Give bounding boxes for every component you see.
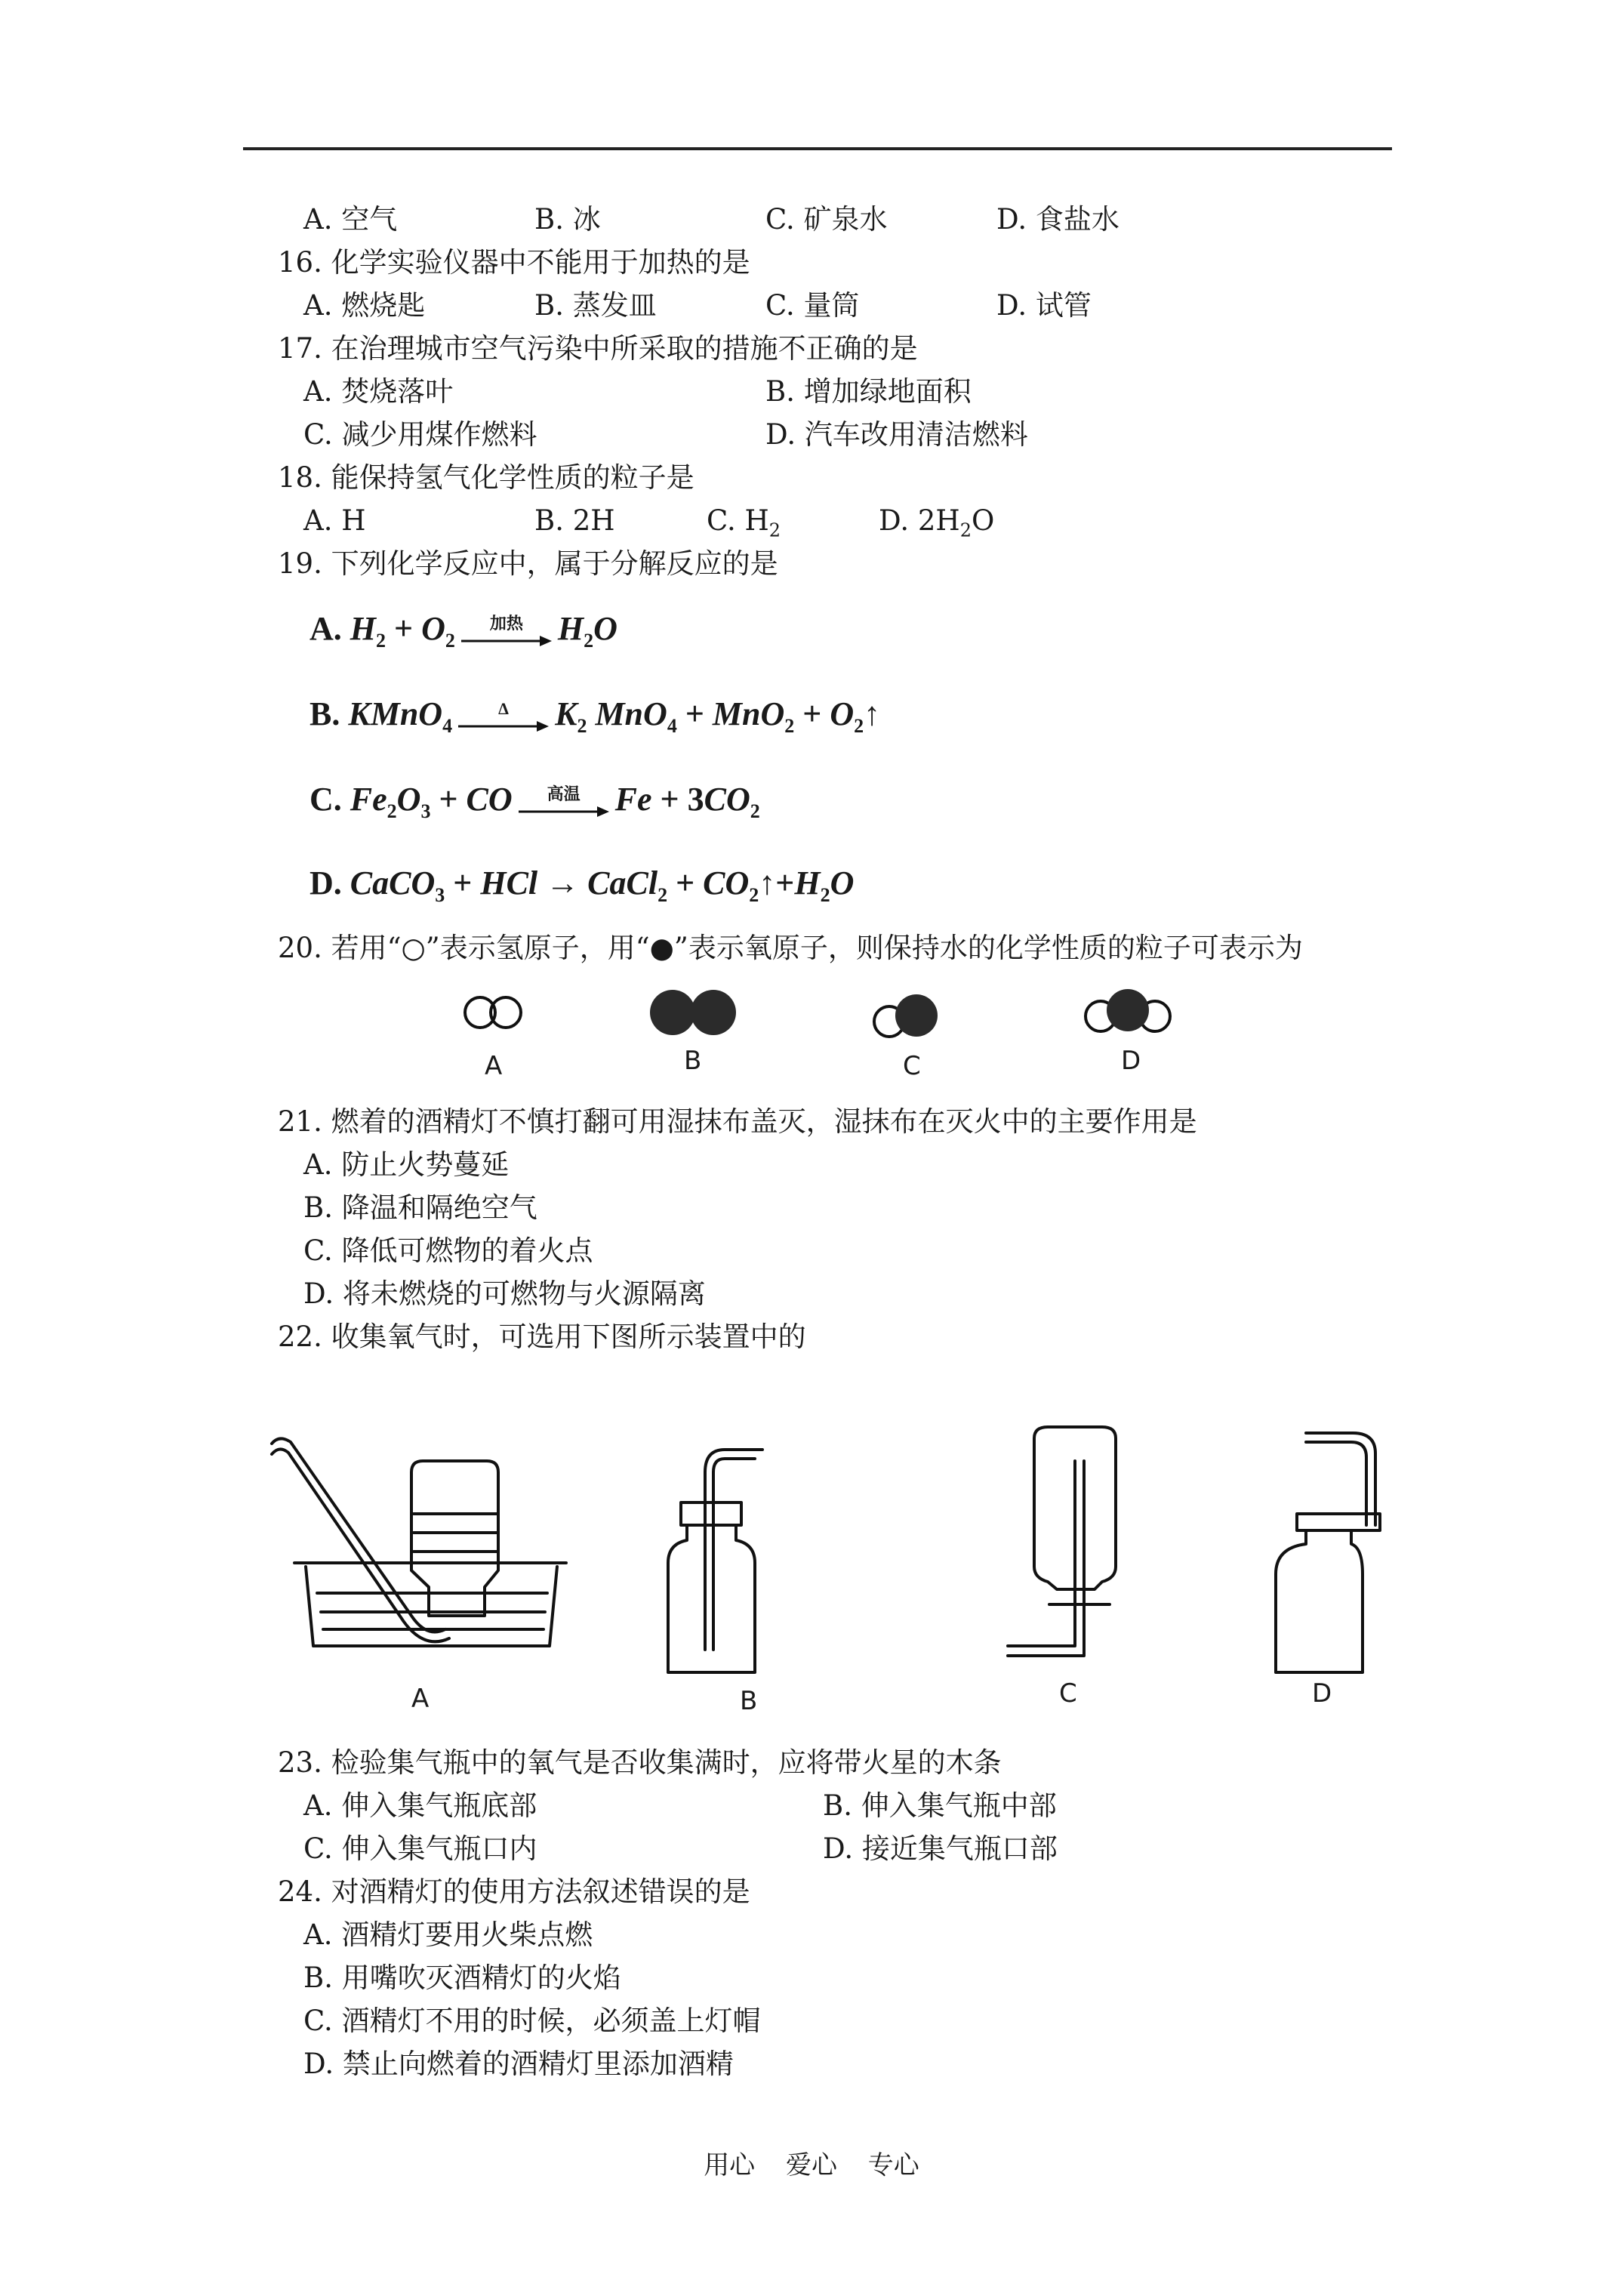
- q18-option-a[interactable]: A. H: [303, 504, 366, 537]
- q21-option-a[interactable]: A. 防止火势蔓延: [303, 1148, 510, 1181]
- q20-label-a[interactable]: A: [485, 1051, 503, 1081]
- q20-label-b[interactable]: B: [684, 1046, 702, 1076]
- page-footer: 用心 爱心 专心: [704, 2150, 919, 2180]
- q22-apparatus-figures: [257, 1389, 1434, 1706]
- q19-option-d[interactable]: D. CaCO$_3$ + HCl → CaCl$_2$ + $CO_2↑+H_2O$: [310, 864, 855, 906]
- q24-stem: 24. 对酒精灯的使用方法叙述错误的是: [278, 1875, 750, 1908]
- q17-option-d[interactable]: D. 汽车改用清洁燃料: [765, 418, 1028, 451]
- q15-option-a[interactable]: A. 空气: [303, 203, 398, 236]
- q24-option-a[interactable]: A. 酒精灯要用火柴点燃: [303, 1918, 593, 1951]
- q17-option-a[interactable]: A. 焚烧落叶: [303, 375, 454, 408]
- q16-option-b[interactable]: B. 蒸发皿: [534, 289, 657, 322]
- q23-option-b[interactable]: B. 伸入集气瓶中部: [823, 1789, 1057, 1822]
- q17-option-b[interactable]: B. 增加绿地面积: [765, 375, 972, 408]
- q18-option-b[interactable]: B. 2H: [534, 504, 615, 537]
- q19-option-a[interactable]: A. $H_2 + O_2$ 加热 $H_2O$: [310, 608, 617, 662]
- q17-stem: 17. 在治理城市空气污染中所采取的措施不正确的是: [278, 332, 918, 365]
- apparatus-a-water-displacement: [272, 1438, 566, 1646]
- q19-option-b[interactable]: B. KMnO$_4$ Δ $K_2$ $MnO_4 + MnO_2 + O_2↑$: [310, 693, 880, 747]
- q20-label-d[interactable]: D: [1121, 1046, 1141, 1076]
- q24-option-b[interactable]: B. 用嘴吹灭酒精灯的火焰: [303, 1962, 621, 1994]
- q15-option-c[interactable]: C. 矿泉水: [765, 203, 888, 236]
- q19-stem: 19. 下列化学反应中，属于分解反应的是: [278, 547, 778, 580]
- q15-option-b[interactable]: B. 冰: [534, 203, 601, 236]
- q16-option-d[interactable]: D. 试管: [996, 289, 1092, 322]
- q24-option-d[interactable]: D. 禁止向燃着的酒精灯里添加酒精: [303, 2048, 734, 2080]
- header-rule: [243, 147, 1392, 150]
- q22-label-d[interactable]: D: [1312, 1678, 1332, 1709]
- q23-option-c[interactable]: C. 伸入集气瓶口内: [303, 1832, 537, 1865]
- apparatus-b-long-tube-bottle: [668, 1450, 762, 1672]
- q24-option-c[interactable]: C. 酒精灯不用的时候，必须盖上灯帽: [303, 2005, 761, 2037]
- q22-label-c[interactable]: C: [1059, 1678, 1077, 1709]
- reaction-condition: 加热: [489, 613, 523, 633]
- q22-stem: 22. 收集氧气时，可选用下图所示装置中的: [278, 1321, 806, 1353]
- q22-label-a[interactable]: A: [411, 1684, 430, 1714]
- q16-option-c[interactable]: C. 量筒: [765, 289, 860, 322]
- q23-stem: 23. 检验集气瓶中的氧气是否收集满时，应将带火星的木条: [278, 1746, 1002, 1779]
- q21-option-b[interactable]: B. 降温和隔绝空气: [303, 1191, 537, 1224]
- q15-option-d[interactable]: D. 食盐水: [996, 203, 1119, 236]
- q16-option-a[interactable]: A. 燃烧匙: [303, 289, 426, 322]
- q23-option-a[interactable]: A. 伸入集气瓶底部: [303, 1789, 537, 1822]
- q19-option-c[interactable]: C. $Fe_2O_3$ + CO 高温 $Fe + 3CO_2$: [310, 778, 760, 833]
- q20-molecule-figures: [453, 982, 1208, 1080]
- q21-option-c[interactable]: C. 降低可燃物的着火点: [303, 1234, 593, 1267]
- q22-label-b[interactable]: B: [740, 1686, 758, 1716]
- apparatus-c-inverted-bottle: [1008, 1427, 1116, 1656]
- q18-option-c[interactable]: C. $H_2$: [707, 504, 781, 541]
- q17-option-c[interactable]: C. 减少用煤作燃料: [303, 418, 537, 451]
- q21-option-d[interactable]: D. 将未燃烧的可燃物与火源隔离: [303, 1277, 706, 1310]
- q21-stem: 21. 燃着的酒精灯不慎打翻可用湿抹布盖灭，湿抹布在灭火中的主要作用是: [278, 1105, 1197, 1138]
- apparatus-d-short-tube-bottle: [1276, 1433, 1380, 1672]
- q18-stem: 18. 能保持氢气化学性质的粒子是: [278, 461, 694, 494]
- reaction-condition: 高温: [547, 784, 581, 803]
- reaction-condition: Δ: [498, 698, 509, 718]
- q20-label-c[interactable]: C: [903, 1051, 921, 1081]
- q20-stem: 20. 若用“○”表示氢原子，用“●”表示氧原子，则保持水的化学性质的粒子可表示为: [278, 932, 1303, 964]
- q16-stem: 16. 化学实验仪器中不能用于加热的是: [278, 246, 750, 279]
- q23-option-d[interactable]: D. 接近集气瓶口部: [823, 1832, 1058, 1865]
- q18-option-d[interactable]: D. $2H_2O$: [879, 504, 995, 541]
